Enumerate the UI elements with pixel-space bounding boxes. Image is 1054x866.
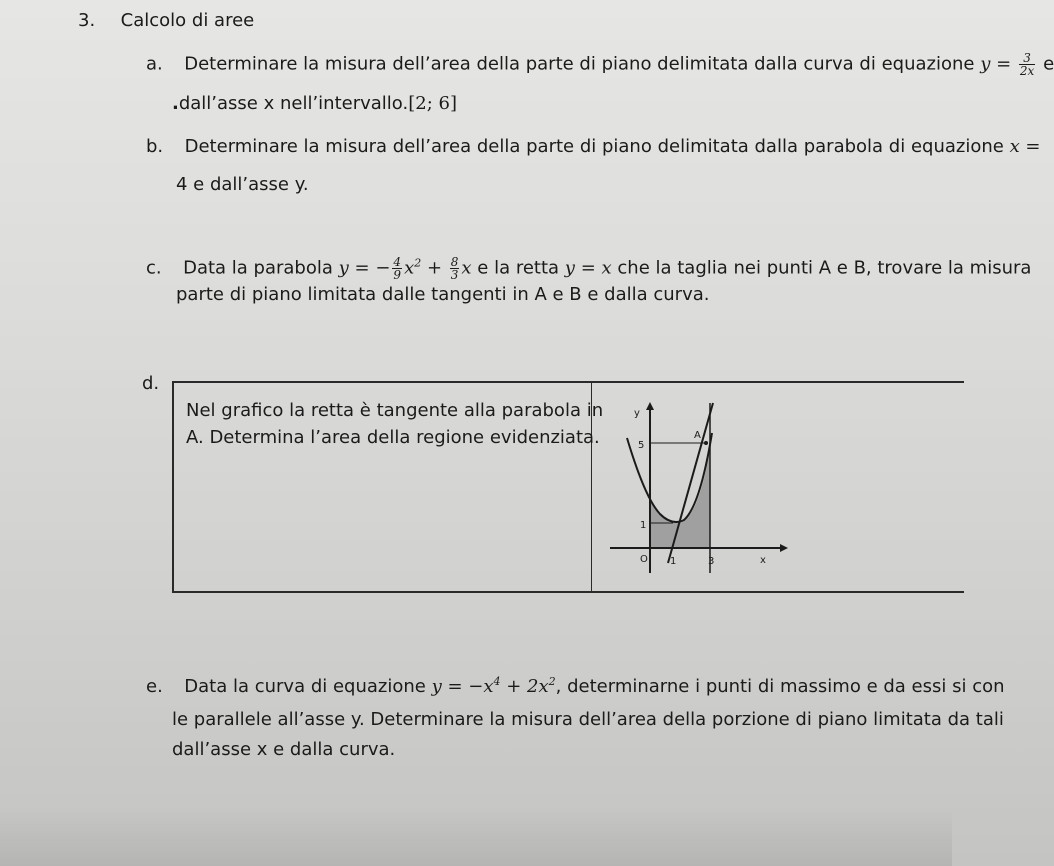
- item-c-eq-part2: x: [404, 257, 415, 279]
- item-d-box-line2: A. Determina l’area della regione evidenziata.: [186, 427, 600, 448]
- item-c-frac2-num: 8: [450, 255, 459, 269]
- item-a-frac-num: 3: [1019, 52, 1035, 65]
- item-d-box-text: [186, 397, 603, 451]
- graph-label-x: x: [760, 555, 766, 566]
- item-c-line-eq: y = x: [564, 257, 612, 279]
- item-b-equation: x =: [1009, 136, 1041, 157]
- graph-point-a: [704, 441, 708, 445]
- item-e-line2: le parallele all’asse y. Determinare la misura dell’area della porzione di piano limitata da tali: [172, 709, 1004, 730]
- item-a-line1: [146, 52, 1054, 77]
- item-a-line2: [172, 93, 457, 114]
- graph-x-axis-arrow: [780, 544, 788, 552]
- graph-label-a: A: [694, 430, 701, 441]
- graph-y-axis-arrow: [646, 402, 654, 410]
- item-e-pre: Data la curva di equazione: [184, 676, 426, 697]
- item-a-label: a.: [146, 53, 163, 75]
- item-a-interval: [2; 6]: [408, 93, 457, 114]
- item-c-frac1: [392, 256, 402, 281]
- item-c-frac1-den: 9: [393, 268, 402, 282]
- section-heading: [78, 10, 254, 31]
- item-b-line1: [146, 136, 1041, 157]
- item-a-equation-lhs: y =: [980, 53, 1012, 75]
- item-c-line1: [146, 256, 1031, 281]
- item-a-fraction: [1019, 52, 1035, 77]
- item-e-label: e.: [146, 676, 163, 697]
- section-title: Calcolo di aree: [120, 10, 255, 31]
- item-e-exp1: 4: [493, 675, 501, 688]
- item-c-eq-part4: x: [461, 257, 472, 279]
- item-c-frac2-den: 3: [450, 268, 459, 282]
- graph-label-y: y: [634, 408, 640, 419]
- graph-label-1x: 1: [670, 556, 677, 567]
- item-a-text: Determinare la misura dell’area della parte di piano delimitata dalla curva di equazione: [184, 53, 975, 75]
- item-e-exp2: 2: [548, 675, 556, 688]
- item-c-post: che la taglia nei punti A e B, trovare la misura: [617, 257, 1032, 279]
- graph-label-origin: O: [640, 554, 648, 565]
- item-b-text: Determinare la misura dell’area della parte di piano delimitata dalla parabola di equazione: [184, 136, 1004, 157]
- item-d-box-line1: Nel grafico la retta è tangente alla parabola in: [186, 400, 604, 421]
- item-e-line1: [146, 675, 1005, 697]
- item-c-eq-part3: +: [421, 257, 448, 279]
- item-d-graph: [600, 398, 790, 580]
- item-e-post: , determinarne i punti di massimo e da essi si con: [555, 676, 1005, 697]
- item-a-bullet: .: [172, 93, 179, 114]
- graph-shaded-region: [650, 438, 710, 548]
- item-e-line3: dall’asse x e dalla curva.: [172, 739, 396, 760]
- item-d-label: d.: [142, 373, 160, 394]
- graph-label-5: 5: [638, 440, 645, 451]
- item-c-pre: Data la parabola: [183, 257, 333, 279]
- item-b-line2: 4 e dall’asse y.: [176, 174, 309, 195]
- section-number: 3.: [78, 10, 96, 31]
- item-c-label: c.: [146, 257, 162, 279]
- item-e-eq-part2: + 2x: [500, 676, 549, 697]
- item-b-label: b.: [146, 136, 164, 157]
- graph-label-3x: 3: [708, 556, 715, 567]
- item-d-box: [172, 381, 964, 593]
- item-e-eq-part1: y = −x: [431, 676, 494, 697]
- item-a-text2: dall’asse x nell’intervallo.: [178, 93, 409, 114]
- item-a-frac-den: 2x: [1019, 64, 1035, 78]
- page-shadow: [0, 806, 952, 866]
- item-c-mid: e la retta: [477, 257, 560, 279]
- item-c-frac2: [450, 256, 460, 281]
- item-c-line2: parte di piano limitata dalle tangenti in A e B e dalla curva.: [176, 284, 710, 305]
- graph-label-1y: 1: [640, 520, 647, 531]
- item-c-exp2: 2: [414, 256, 422, 270]
- item-c-eq-part1: y = −: [338, 257, 391, 279]
- item-a-tail: e: [1043, 53, 1054, 75]
- item-c-frac1-num: 4: [393, 255, 402, 269]
